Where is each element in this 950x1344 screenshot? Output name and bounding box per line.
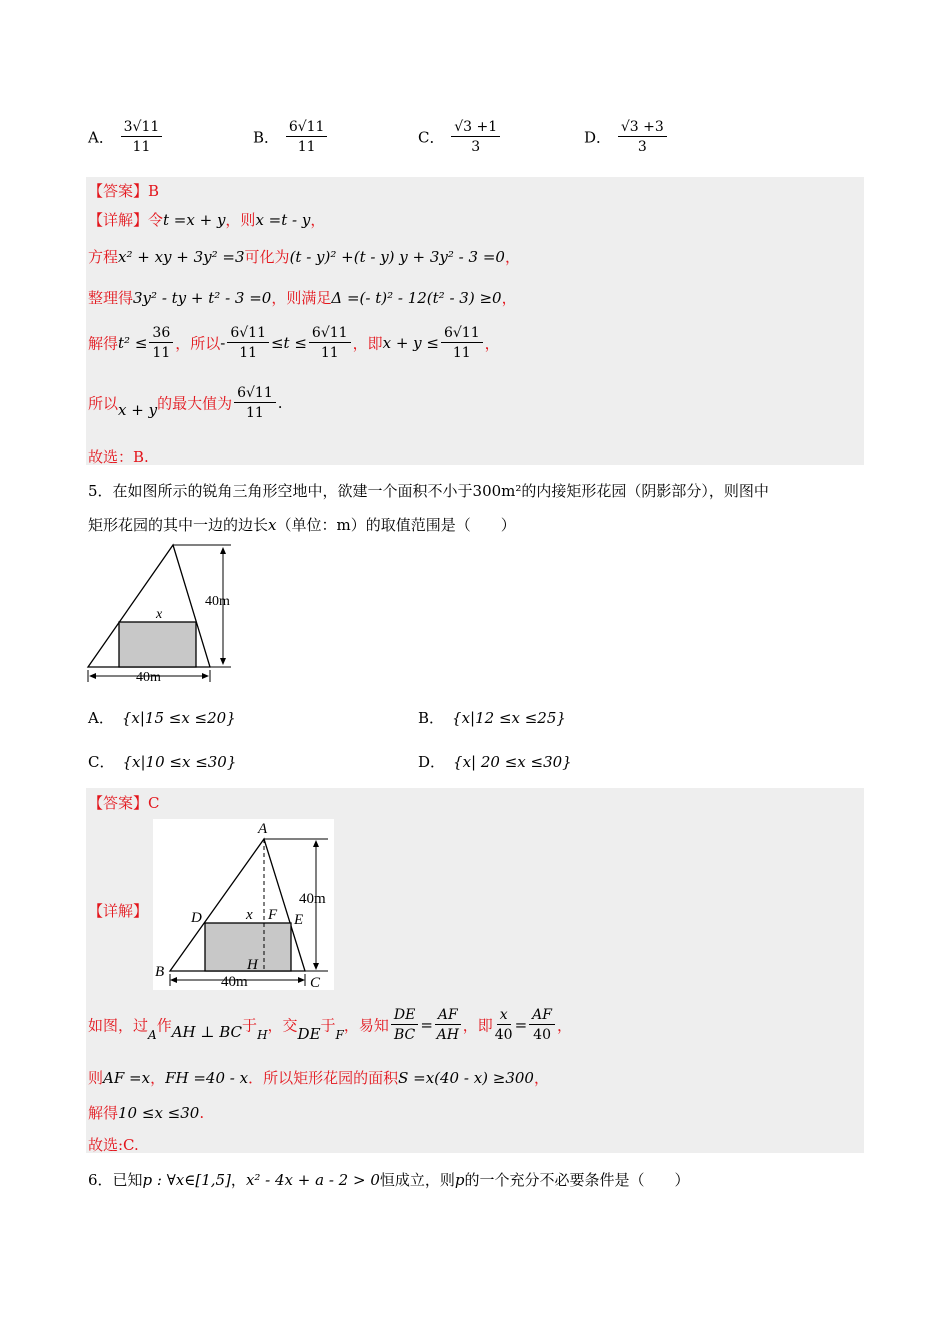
q5-option-a: A． {x|15 ≤x ≤20} [88, 709, 236, 727]
q6-stem: 6．已知p : ∀x∈[1,5]，x² - 4x + a - 2 > 0恒成立，则p的一个充分不必要条件是（ ） [88, 1171, 690, 1189]
height-arrow-head-bottom [313, 963, 319, 970]
fig-base-label: 40m [136, 670, 161, 685]
fig-height-label: 40m [205, 594, 230, 609]
q5-option-c: C． {x|10 ≤x ≤30} [88, 753, 237, 771]
q5-detail-line-1: 如图，过$_A$作AH ⊥ BC于$_H$，交DE于$_F$，易知 $\frac{DE}{BC}$ = $\frac{AF}{AH}$ ，即 $\frac{x}{40}$ = $\frac{AF}{40}$ ， [88, 1007, 573, 1043]
fig-label-A: A [258, 821, 268, 837]
q4-conclusion: 故选：B. [88, 448, 149, 466]
fig-label-x: x [246, 907, 253, 923]
q5-detail-line-2: 则AF =x，FH =40 - x．所以矩形花园的面积S =x(40 - x) ≥300， [88, 1069, 549, 1087]
height-arrow-head-top [313, 840, 319, 847]
fig-height-label: 40m [299, 891, 326, 907]
q4-option-d: D． $\frac{√3 +3}{3}$ [584, 120, 669, 154]
fig-label-C: C [310, 975, 321, 990]
q4-option-c: C． $\frac{√3 +1}{3}$ [418, 120, 502, 154]
q5-detail-label: 【详解】 [88, 902, 149, 920]
fig-label-B: B [155, 964, 165, 980]
q4-detail-line-5: 所以x + y的最大值为 $\frac{6√11}{11}$ . [88, 385, 283, 421]
q4-detail-line-3: 整理得3y² - ty + t² - 3 =0，则满足Δ =(- t)² - 12(t² - 3) ≥0， [88, 289, 517, 307]
fig-label-F: F [268, 907, 278, 923]
fig-label-E: E [294, 912, 304, 928]
base-arrow-head-left [89, 673, 96, 679]
q5-stem-line-1: 5．在如图所示的锐角三角形空地中，欲建一个面积不小于300m²的内接矩形花园（阴影部分），则图中 [88, 482, 769, 500]
q5-stem-line-2: 矩形花园的其中一边的边长x（单位：m）的取值范围是（ ） [88, 516, 516, 534]
q5-option-b: B． {x|12 ≤x ≤25} [418, 709, 566, 727]
q5-detail-line-3: 解得10 ≤x ≤30. [88, 1104, 205, 1122]
q4-answer: 【答案】B [88, 182, 160, 200]
q4-detail-line-2: 方程x² + xy + 3y² =3可化为(t - y)² +(t - y) y + 3y² - 3 =0， [88, 248, 520, 266]
base-arrow-head-right [298, 977, 305, 983]
rectangle-garden [119, 622, 196, 667]
q5-conclusion: 故选:C. [88, 1136, 139, 1154]
q4-option-b-value: $\frac{6√11}{11}$ [286, 120, 328, 154]
q5-triangle-figure [84, 540, 244, 688]
q4-option-c-value: $\frac{√3 +1}{3}$ [451, 120, 500, 154]
q5-answer: 【答案】C [88, 794, 160, 812]
fig-base-label: 40m [221, 974, 248, 990]
base-arrow-head-left [170, 977, 177, 983]
height-arrow-head-bottom [220, 658, 226, 665]
fig-label-H: H [247, 957, 258, 973]
q4-detail-line-1: 【详解】令t =x + y，则x =t - y， [88, 211, 326, 229]
height-arrow-head-top [220, 547, 226, 554]
q5-option-d: D． {x| 20 ≤x ≤30} [418, 753, 572, 771]
q4-option-a-value: $\frac{3√11}{11}$ [121, 120, 163, 154]
q4-option-d-value: $\frac{√3 +3}{3}$ [618, 120, 667, 154]
q4-detail-line-4: 解得t² ≤ $\frac{36}{11}$ ，所以- $\frac{6√11}{11}$ ≤t ≤ $\frac{6√11}{11}$ ，即x + y ≤ $\frac{6√11}{11}$ ， [88, 325, 500, 361]
q5-solution-figure [153, 819, 334, 990]
fig-label-D: D [191, 910, 202, 926]
q4-option-a: A． $\frac{3√11}{11}$ [88, 120, 164, 154]
q4-option-b: B． $\frac{6√11}{11}$ [253, 120, 329, 154]
fig-x-label: x [156, 607, 163, 622]
base-arrow-head-right [202, 673, 209, 679]
